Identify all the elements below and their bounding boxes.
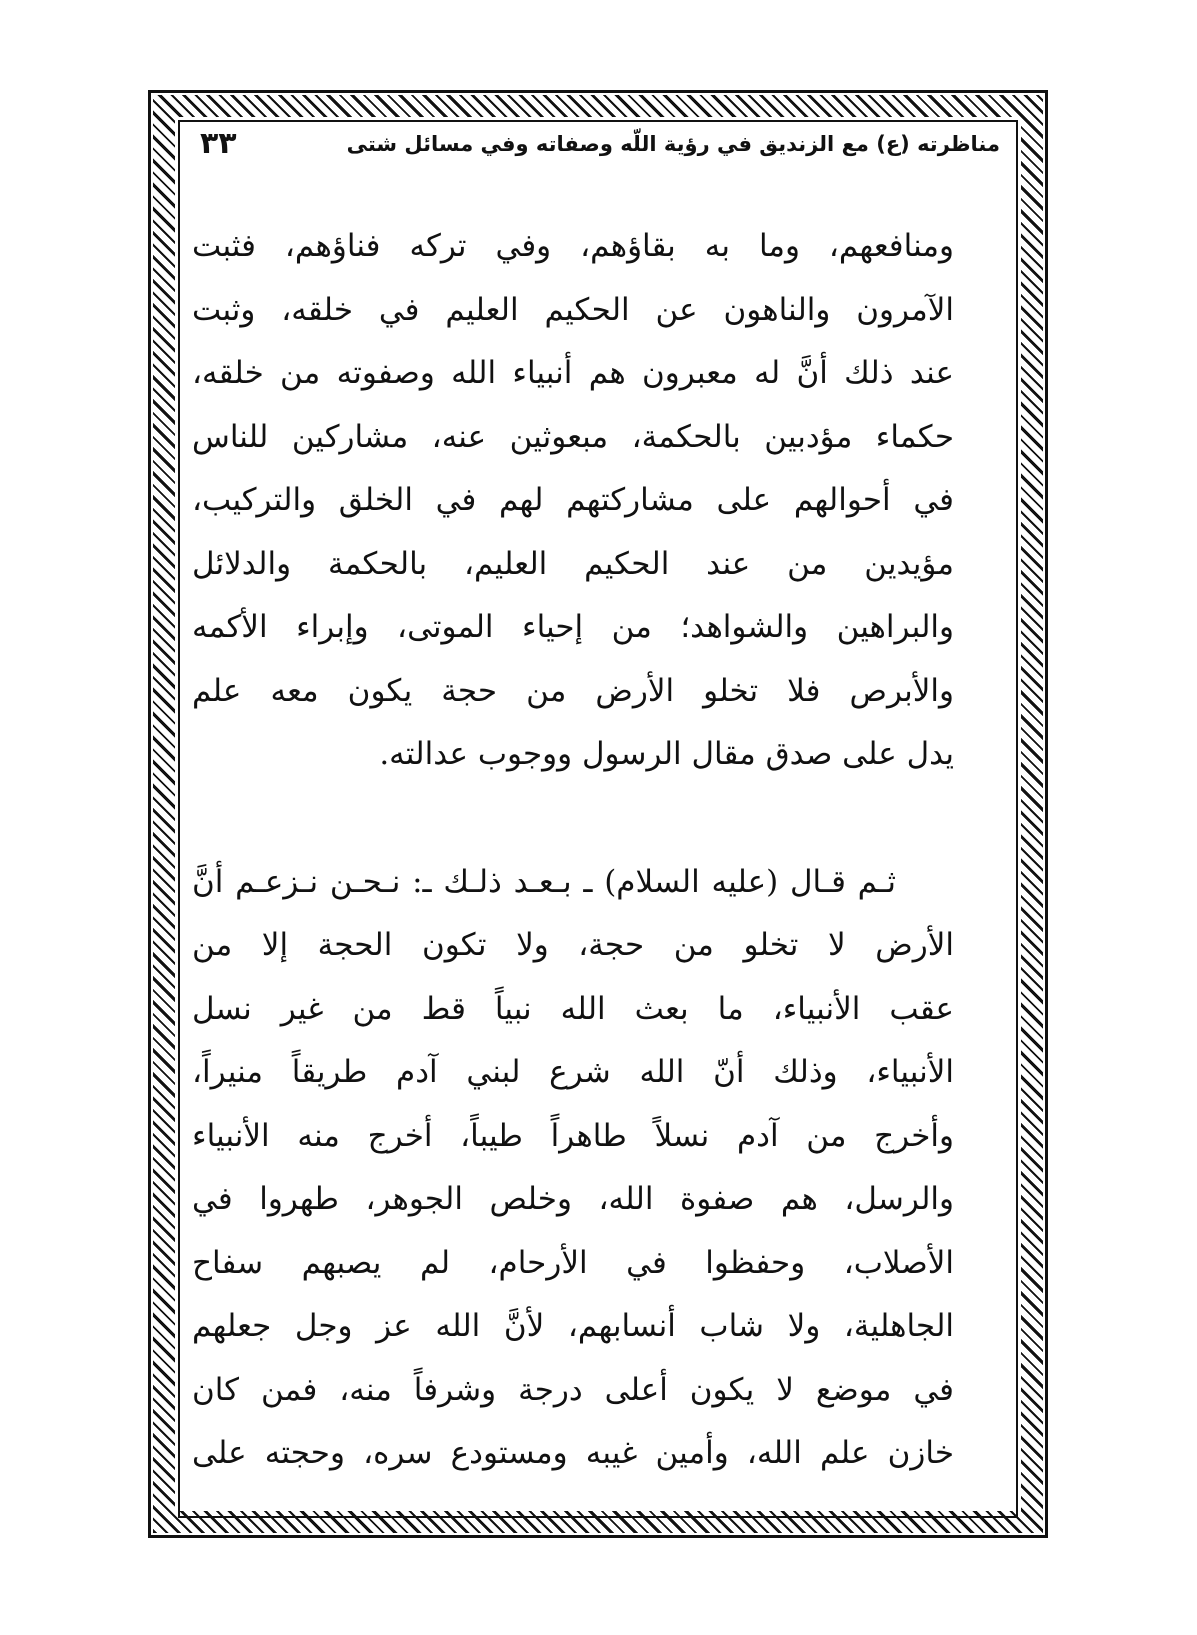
text-line: مؤيدين من عند الحكيم العليم، بالحكمة والدلائل [192, 545, 954, 582]
text-line: الجاهلية، ولا شاب أنسابهم، لأنَّ الله عز وجل جعلهم [192, 1308, 954, 1344]
page-number: ٣٣ [200, 126, 237, 161]
body-text [192, 215, 954, 1486]
text-line: والبراهين والشواهد؛ من إحياء الموتى، وإبراء الأكمه [192, 609, 954, 645]
text-line: حكماء مؤدبين بالحكمة، مبعوثين عنه، مشاركين للناس [192, 418, 954, 455]
text-line: الأصلاب، وحفظوا في الأرحام، لم يصبهم سفاح [192, 1244, 954, 1281]
text-line: في أحوالهم على مشاركتهم لهم في الخلق والتركيب، [192, 482, 954, 518]
text-line: عقب الأنبياء، ما بعث الله نبياً قط من غير نسل [192, 990, 954, 1027]
text-line: خازن علم الله، وأمين غيبه ومستودع سره، وحجته على [192, 1435, 954, 1471]
text-line: وأخرج من آدم نسلاً طاهراً طيباً، أخرج منه الأنبياء [192, 1117, 954, 1154]
text-line: الأرض لا تخلو من حجة، ولا تكون الحجة إلا من [192, 927, 954, 963]
text-line: عند ذلك أنَّ له معبرون هم أنبياء الله وصفوته من خلقه، [192, 355, 954, 391]
text-line: والأبرص فلا تخلو الأرض من حجة يكون معه علم [192, 672, 954, 709]
text-line: في موضع لا يكون أعلى درجة وشرفاً منه، فمن كان [192, 1371, 954, 1408]
text-line: ومنافعهم، وما به بقاؤهم، وفي تركه فناؤهم، فثبت [192, 228, 954, 264]
running-title: مناظرته (ع) مع الزنديق في رؤية اللّه وصفاته وفي مسائل شتى [346, 132, 1000, 156]
paragraph-1 [192, 215, 954, 787]
text-line: والرسل، هم صفوة الله، وخلص الجوهر، طهروا في [192, 1181, 954, 1217]
paragraph-gap [192, 787, 954, 851]
paragraph-2 [192, 851, 954, 1486]
page-header [200, 128, 1000, 172]
text-line: الأنبياء، وذلك أنّ الله شرع لبني آدم طريقاً منيراً، [192, 1054, 954, 1090]
text-line: ثـم قـال (عليه السلام) ـ بـعـد ذلـك ـ: نـحـن نـزعـم أنَّ [192, 863, 896, 900]
text-line: الآمرون والناهون عن الحكيم العليم في خلقه، وثبت [192, 291, 954, 328]
text-line: يدل على صدق مقال الرسول ووجوب عدالته. [379, 736, 954, 772]
